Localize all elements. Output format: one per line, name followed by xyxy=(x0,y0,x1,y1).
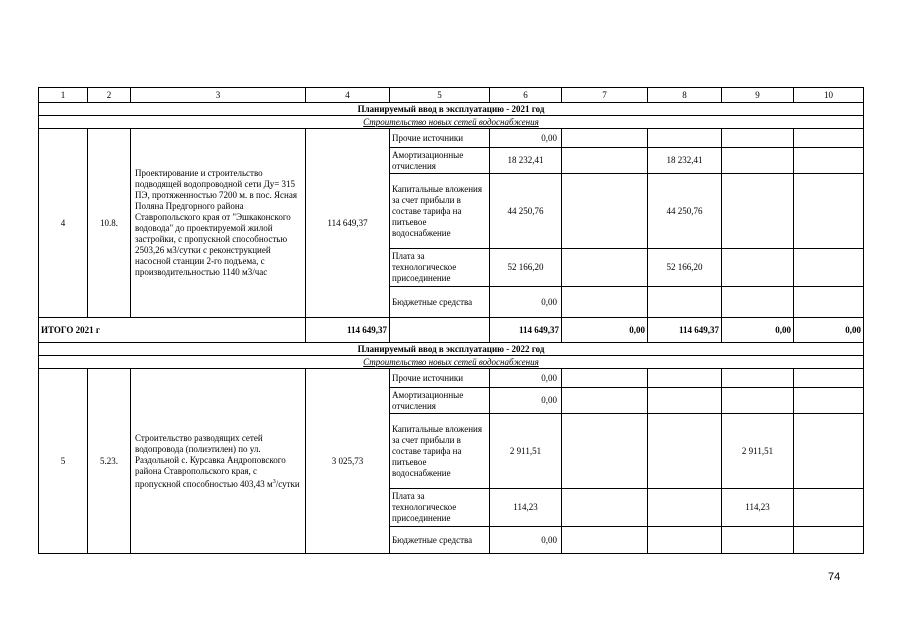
section-title-2021: Планируемый ввод в эксплуатацию - 2021 год xyxy=(39,103,864,116)
empty-cell xyxy=(794,527,864,554)
empty-cell xyxy=(648,414,722,489)
source-value: 0,00 xyxy=(490,129,562,148)
project-description-tail: /сутки xyxy=(275,478,300,489)
investment-table xyxy=(38,87,864,554)
source-name: Прочие источники xyxy=(390,129,490,148)
source-value: 18 232,41 xyxy=(490,148,562,174)
empty-cell xyxy=(794,489,864,527)
empty-cell xyxy=(562,414,648,489)
column-header: 2 xyxy=(88,88,131,103)
empty-cell xyxy=(648,489,722,527)
source-value: 52 166,20 xyxy=(490,249,562,287)
empty-cell xyxy=(794,174,864,249)
source-value: 52 166,20 xyxy=(648,249,722,287)
project-total: 114 649,37 xyxy=(306,129,390,318)
row-code: 5.23. xyxy=(88,369,131,554)
project-total: 3 025,73 xyxy=(306,369,390,554)
empty-cell xyxy=(562,527,648,554)
row-number: 4 xyxy=(39,129,88,318)
project-description: Проектирование и строительство подводящей водопроводной сети Ду= 315 ПЭ, протяженностью 7200 м. в пос. Ясная Поляна Предгорного района Ставропольского края от "Эшкаконского водовода" до проектируемой жилой застройки, с пропускной способностью 2503,26 м3/сутки с реконструкцией насосной станции 2-го подъема, с производительностью 1140 м3/час xyxy=(131,129,306,318)
source-value: 0,00 xyxy=(490,388,562,414)
empty-cell xyxy=(722,129,794,148)
source-value: 2 911,51 xyxy=(722,414,794,489)
column-header: 4 xyxy=(306,88,390,103)
source-name: Плата за технологическое присоединение xyxy=(390,489,490,527)
source-value: 114,23 xyxy=(490,489,562,527)
page-number: 74 xyxy=(828,571,841,583)
empty-cell xyxy=(562,148,648,174)
empty-cell xyxy=(648,388,722,414)
source-value: 0,00 xyxy=(490,527,562,554)
empty-cell xyxy=(562,129,648,148)
empty-cell xyxy=(722,174,794,249)
total-value: 114 649,37 xyxy=(490,318,562,343)
empty-cell xyxy=(562,388,648,414)
total-value: 114 649,37 xyxy=(306,318,390,343)
source-name: Плата за технологическое присоединение xyxy=(390,249,490,287)
row-code: 10.8. xyxy=(88,129,131,318)
empty-cell xyxy=(562,174,648,249)
source-name: Капитальные вложения за счет прибыли в составе тарифа на питьевое водоснабжение xyxy=(390,414,490,489)
empty-cell xyxy=(648,369,722,388)
source-value: 0,00 xyxy=(490,287,562,318)
source-name: Прочие источники xyxy=(390,369,490,388)
source-name: Капитальные вложения за счет прибыли в составе тарифа на питьевое водоснабжение xyxy=(390,174,490,249)
source-value: 18 232,41 xyxy=(648,148,722,174)
empty-cell xyxy=(722,287,794,318)
row-number: 5 xyxy=(39,369,88,554)
source-value: 44 250,76 xyxy=(648,174,722,249)
table-row xyxy=(39,129,864,148)
total-value: 114 649,37 xyxy=(648,318,722,343)
source-value xyxy=(722,527,794,554)
empty-cell xyxy=(794,388,864,414)
section-subtitle-row xyxy=(39,116,864,129)
empty-cell xyxy=(562,489,648,527)
empty-cell xyxy=(648,527,722,554)
source-value: 0,00 xyxy=(490,369,562,388)
empty-cell xyxy=(794,129,864,148)
empty-cell xyxy=(562,287,648,318)
source-value: 114,23 xyxy=(722,489,794,527)
total-value: 0,00 xyxy=(722,318,794,343)
total-label: ИТОГО 2021 г xyxy=(39,318,306,343)
column-header: 7 xyxy=(562,88,648,103)
empty-cell xyxy=(794,249,864,287)
column-header: 5 xyxy=(390,88,490,103)
source-value xyxy=(648,129,722,148)
source-name: Амортизационные отчисления xyxy=(390,148,490,174)
empty-cell xyxy=(390,318,490,343)
section-title-row xyxy=(39,343,864,356)
project-description xyxy=(131,369,306,554)
source-value xyxy=(722,369,794,388)
empty-cell xyxy=(722,249,794,287)
project-description-text: Строительство разводящих сетей водопровода (полиэтилен) по ул. Раздольной с. Курсавка Андроповского района Ставропольского края, с пропускной способностью 403,43 м xyxy=(135,432,286,489)
total-row xyxy=(39,318,864,343)
section-subtitle-2021: Строительство новых сетей водоснабжения xyxy=(39,116,864,129)
section-title-row xyxy=(39,103,864,116)
total-value: 0,00 xyxy=(794,318,864,343)
table-row xyxy=(39,369,864,388)
source-name: Бюджетные средства xyxy=(390,287,490,318)
empty-cell xyxy=(794,287,864,318)
column-header: 9 xyxy=(722,88,794,103)
empty-cell xyxy=(794,369,864,388)
empty-cell xyxy=(562,249,648,287)
section-title-2022: Планируемый ввод в эксплуатацию - 2022 год xyxy=(39,343,864,356)
empty-cell xyxy=(562,369,648,388)
empty-cell xyxy=(794,148,864,174)
total-value: 0,00 xyxy=(562,318,648,343)
column-header: 6 xyxy=(490,88,562,103)
empty-cell xyxy=(722,148,794,174)
section-subtitle-row xyxy=(39,356,864,369)
source-value: 44 250,76 xyxy=(490,174,562,249)
source-name: Бюджетные средства xyxy=(390,527,490,554)
column-header: 8 xyxy=(648,88,722,103)
column-header: 3 xyxy=(131,88,306,103)
source-name: Амортизационные отчисления xyxy=(390,388,490,414)
source-value xyxy=(648,287,722,318)
column-header: 10 xyxy=(794,88,864,103)
empty-cell xyxy=(794,414,864,489)
column-header-row xyxy=(39,88,864,103)
section-subtitle-2022: Строительство новых сетей водоснабжения xyxy=(39,356,864,369)
column-header: 1 xyxy=(39,88,88,103)
source-value xyxy=(722,388,794,414)
superscript: 3 xyxy=(272,478,276,485)
source-value: 2 911,51 xyxy=(490,414,562,489)
